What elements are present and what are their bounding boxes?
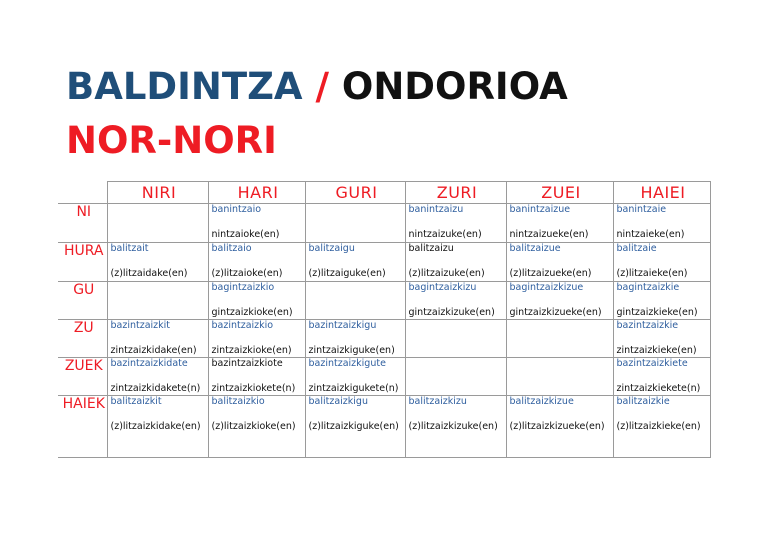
cell-condition: bazintzaizkigu: [308, 320, 377, 331]
table-cell: [506, 320, 613, 358]
title-separator: /: [315, 65, 329, 108]
cell-condition: balitzaizkio: [211, 396, 265, 407]
title-ondorioa: ONDORIOA: [341, 65, 568, 108]
cell-result: nintzaizueke(en): [509, 229, 589, 240]
table-cell: [405, 396, 506, 458]
cell-result: zintzaizkidake(en): [110, 345, 197, 356]
column-header: HAIEI: [613, 182, 710, 204]
table-cell: [208, 282, 305, 320]
table-row: [58, 396, 710, 458]
conjugation-table: [58, 181, 711, 458]
cell-result: (z)litzaieke(en): [616, 268, 688, 279]
cell-result: zintzaizkioke(en): [211, 345, 292, 356]
cell-condition: bazintzaizkie: [616, 320, 679, 331]
cell-condition: bagintzaizkie: [616, 282, 680, 293]
cell-condition: banintzaie: [616, 204, 667, 215]
cell-condition: bagintzaizkio: [211, 282, 275, 293]
row-header: GU: [58, 282, 107, 320]
cell-condition: balitzaigu: [308, 243, 355, 254]
column-header: ZURI: [405, 182, 506, 204]
cell-condition: balitzaizkie: [616, 396, 670, 407]
cell-condition: bazintzaizkio: [211, 320, 274, 331]
cell-result: (z)litzaizkioke(en): [211, 421, 296, 432]
table-cell: [107, 358, 208, 396]
table-cell: [405, 358, 506, 396]
table-cell: [208, 243, 305, 282]
page-subtitle: NOR-NORI: [66, 119, 277, 162]
cell-result: (z)litzaioke(en): [211, 268, 283, 279]
cell-condition: banintzaizu: [408, 204, 464, 215]
table-row: [58, 204, 710, 243]
table-cell: [208, 204, 305, 243]
cell-result: zintzaizkiguke(en): [308, 345, 395, 356]
cell-result: nintzaieke(en): [616, 229, 685, 240]
cell-result: nintzaizuke(en): [408, 229, 482, 240]
table-cell: [613, 396, 710, 458]
cell-condition: balitzaizkit: [110, 396, 162, 407]
cell-result: (z)litzaizkieke(en): [616, 421, 701, 432]
cell-condition: bazintzaizkit: [110, 320, 171, 331]
table-cell: [305, 320, 405, 358]
table-row: [58, 243, 710, 282]
cell-condition: balitzaizkizu: [408, 396, 467, 407]
table-cell: [208, 358, 305, 396]
table-cell: [405, 282, 506, 320]
table-cell: [506, 358, 613, 396]
table-cell: [405, 320, 506, 358]
cell-result: zintzaizkidakete(n): [110, 383, 201, 394]
row-header: NI: [58, 204, 107, 243]
cell-result: zintzaizkiekete(n): [616, 383, 701, 394]
cell-result: gintzaizkizueke(en): [509, 307, 602, 318]
cell-condition: balitzaizue: [509, 243, 561, 254]
cell-condition: bazintzaizkigute: [308, 358, 386, 369]
title-baldintza: BALDINTZA: [66, 65, 303, 108]
cell-condition: bazintzaizkidate: [110, 358, 188, 369]
table-cell: [613, 358, 710, 396]
row-header: HAIEK: [58, 396, 107, 458]
cell-result: gintzaizkioke(en): [211, 307, 293, 318]
table-cell: [506, 396, 613, 458]
cell-condition: balitzaie: [616, 243, 657, 254]
cell-condition: bazintzaizkiete: [616, 358, 688, 369]
cell-condition: balitzait: [110, 243, 149, 254]
table-cell: [405, 204, 506, 243]
table-cell: [405, 243, 506, 282]
cell-condition: bazintzaizkiote: [211, 358, 283, 369]
column-header: HARI: [208, 182, 305, 204]
cell-condition: balitzaizu: [408, 243, 454, 254]
table-cell: [107, 396, 208, 458]
cell-condition: bagintzaizkizue: [509, 282, 584, 293]
cell-result: nintzaioke(en): [211, 229, 280, 240]
table-row: [58, 282, 710, 320]
table-cell: [613, 282, 710, 320]
cell-condition: balitzaio: [211, 243, 252, 254]
table-cell: [613, 243, 710, 282]
row-header: ZUEK: [58, 358, 107, 396]
row-header: HURA: [58, 243, 107, 282]
table-cell: [208, 396, 305, 458]
cell-result: (z)litzaidake(en): [110, 268, 188, 279]
table-header-row: [58, 182, 710, 204]
table-cell: [107, 243, 208, 282]
page-title: [66, 62, 568, 112]
table-cell: [305, 282, 405, 320]
table-cell: [305, 243, 405, 282]
cell-result: (z)litzaizuke(en): [408, 268, 485, 279]
table-cell: [107, 204, 208, 243]
table-row: [58, 320, 710, 358]
table-cell: [305, 358, 405, 396]
cell-result: (z)litzaiguke(en): [308, 268, 386, 279]
cell-result: zintzaizkigukete(n): [308, 383, 399, 394]
row-header: ZU: [58, 320, 107, 358]
cell-result: zintzaizkiokete(n): [211, 383, 296, 394]
cell-condition: banintzaizue: [509, 204, 571, 215]
table-row: [58, 358, 710, 396]
column-header: ZUEI: [506, 182, 613, 204]
cell-result: (z)litzaizkidake(en): [110, 421, 201, 432]
table-cell: [506, 282, 613, 320]
cell-result: (z)litzaizkizueke(en): [509, 421, 605, 432]
cell-condition: balitzaizkizue: [509, 396, 574, 407]
cell-condition: banintzaio: [211, 204, 262, 215]
column-header: NIRI: [107, 182, 208, 204]
table-cell: [107, 320, 208, 358]
table-cell: [506, 204, 613, 243]
cell-result: (z)litzaizkizuke(en): [408, 421, 498, 432]
cell-result: gintzaizkieke(en): [616, 307, 698, 318]
cell-result: gintzaizkizuke(en): [408, 307, 495, 318]
table-cell: [613, 320, 710, 358]
column-header: GURI: [305, 182, 405, 204]
table-cell: [305, 396, 405, 458]
cell-result: (z)litzaizkiguke(en): [308, 421, 399, 432]
table-cell: [305, 204, 405, 243]
cell-condition: bagintzaizkizu: [408, 282, 477, 293]
table-cell: [208, 320, 305, 358]
table-cell: [613, 204, 710, 243]
cell-result: (z)litzaizueke(en): [509, 268, 592, 279]
table-corner: [58, 182, 107, 204]
table-cell: [107, 282, 208, 320]
cell-result: zintzaizkieke(en): [616, 345, 697, 356]
table-cell: [506, 243, 613, 282]
cell-condition: balitzaizkigu: [308, 396, 368, 407]
